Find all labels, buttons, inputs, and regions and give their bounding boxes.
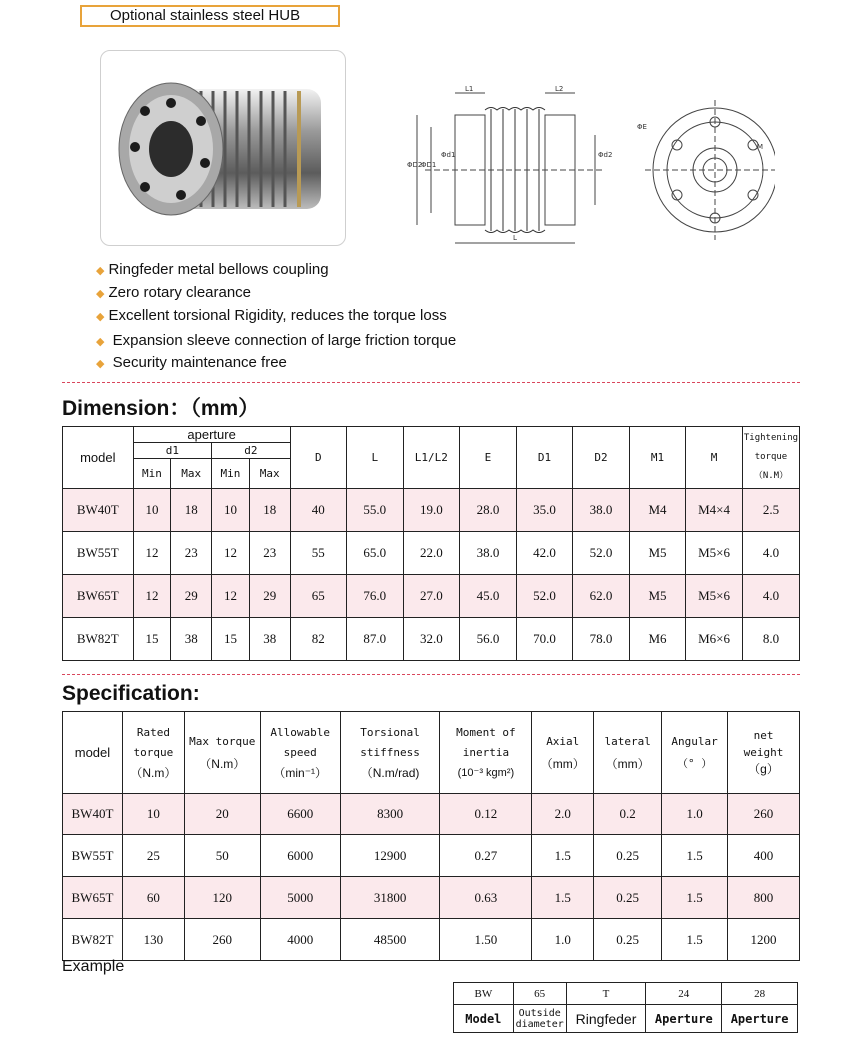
spec-header-stiffness: Torsional stiffness （N.m/rad)	[340, 712, 440, 794]
header-d2-max: Max	[249, 459, 290, 489]
feature-item: ◆ Security maintenance free	[96, 354, 287, 371]
label-l: L	[513, 234, 517, 242]
header-d1-min: Min	[133, 459, 171, 489]
label-m: M	[757, 143, 764, 151]
table-row: BW65T 12 29 12 29 65 76.0 27.0 45.0 52.0 62.0 M5 M5×6 4.0	[63, 575, 800, 618]
label-e: ΦE	[637, 123, 647, 131]
spec-header-max-torque: Max torque （N.m）	[184, 712, 260, 794]
example-table	[453, 982, 798, 1033]
diamond-bullet-icon: ◆	[96, 336, 105, 348]
product-photo	[100, 50, 346, 246]
feature-item: ◆ Ringfeder metal bellows coupling	[96, 261, 329, 278]
header-M1: M1	[629, 427, 685, 489]
diamond-bullet-icon: ◆	[96, 288, 105, 300]
header-M: M	[686, 427, 743, 489]
divider	[62, 382, 800, 383]
table-row: BW40T 10 18 10 18 40 55.0 19.0 28.0 35.0 38.0 M4 M4×4 2.5	[63, 489, 800, 532]
dimension-table	[62, 426, 800, 661]
header-E: E	[460, 427, 517, 489]
feature-item: ◆ Excellent torsional Rigidity, reduces the torque loss	[96, 307, 447, 324]
table-row: BW55T 25 50 6000 12900 0.27 1.5 0.25 1.5 400	[63, 835, 800, 877]
header-L1L2: L1/L2	[403, 427, 460, 489]
spec-header-axial: Axial （mm）	[532, 712, 594, 794]
label-d2: ΦD2	[407, 161, 423, 169]
table-row: BW40T 10 20 6600 8300 0.12 2.0 0.2 1.0 260	[63, 794, 800, 835]
label-d1: ΦD1	[421, 161, 437, 169]
feature-item: ◆ Zero rotary clearance	[96, 284, 252, 301]
divider	[62, 674, 800, 675]
header-d2: d2	[212, 443, 290, 459]
table-row: BW65T 60 120 5000 31800 0.63 1.5 0.25 1.5 800	[63, 877, 800, 919]
diamond-bullet-icon: ◆	[96, 358, 105, 370]
header-aperture: aperture	[133, 427, 290, 443]
label-l1: L1	[465, 85, 474, 93]
feature-item: ◆ Expansion sleeve connection of large friction torque	[96, 332, 457, 349]
spec-header-angular: Angular （° ）	[662, 712, 728, 794]
spec-header-lateral: lateral （mm）	[594, 712, 662, 794]
spec-header-row	[63, 712, 800, 794]
table-row: BW82T 130 260 4000 48500 1.50 1.0 0.25 1.5 1200	[63, 919, 800, 961]
header-D: D	[290, 427, 346, 489]
label-l2: L2	[555, 85, 564, 93]
specification-table	[62, 711, 800, 961]
example-meaning-row: Model Outside diameter Ringfeder Aperture Aperture	[454, 1005, 798, 1033]
label-dd1: Φd1	[441, 151, 456, 159]
spec-header-model: model	[63, 712, 123, 794]
hub-option-label: Optional stainless steel HUB	[80, 5, 340, 27]
specification-title: Specification:	[62, 682, 200, 705]
header-L: L	[346, 427, 403, 489]
header-D2: D2	[573, 427, 630, 489]
table-row: BW82T 15 38 15 38 82 87.0 32.0 56.0 70.0 78.0 M6 M6×6 8.0	[63, 618, 800, 661]
header-d2-min: Min	[212, 459, 250, 489]
header-tightening-torque: Tightening torque （N.M）	[742, 427, 799, 489]
example-label: Example	[62, 958, 125, 975]
spec-header-weight: net weight （g）	[728, 712, 800, 794]
header-d1: d1	[133, 443, 211, 459]
technical-drawing	[405, 85, 775, 250]
feature-list	[96, 260, 456, 376]
dimension-title: Dimension：（mm）	[62, 397, 260, 420]
spec-header-inertia: Moment of inertia (10⁻³ kgm²)	[440, 712, 532, 794]
diamond-bullet-icon: ◆	[96, 265, 105, 277]
example-code-row: BW 65 T 24 28	[454, 983, 798, 1005]
header-D1: D1	[516, 427, 573, 489]
spec-header-speed: Allowable speed （min⁻¹）	[260, 712, 340, 794]
bellows-coupling-image	[101, 51, 345, 245]
label-dd2: Φd2	[598, 151, 613, 159]
header-model: model	[63, 427, 134, 489]
diamond-bullet-icon: ◆	[96, 311, 105, 323]
spec-header-rated-torque: Rated torque （N.m）	[122, 712, 184, 794]
header-d1-max: Max	[171, 459, 212, 489]
table-row: BW55T 12 23 12 23 55 65.0 22.0 38.0 42.0 52.0 M5 M5×6 4.0	[63, 532, 800, 575]
